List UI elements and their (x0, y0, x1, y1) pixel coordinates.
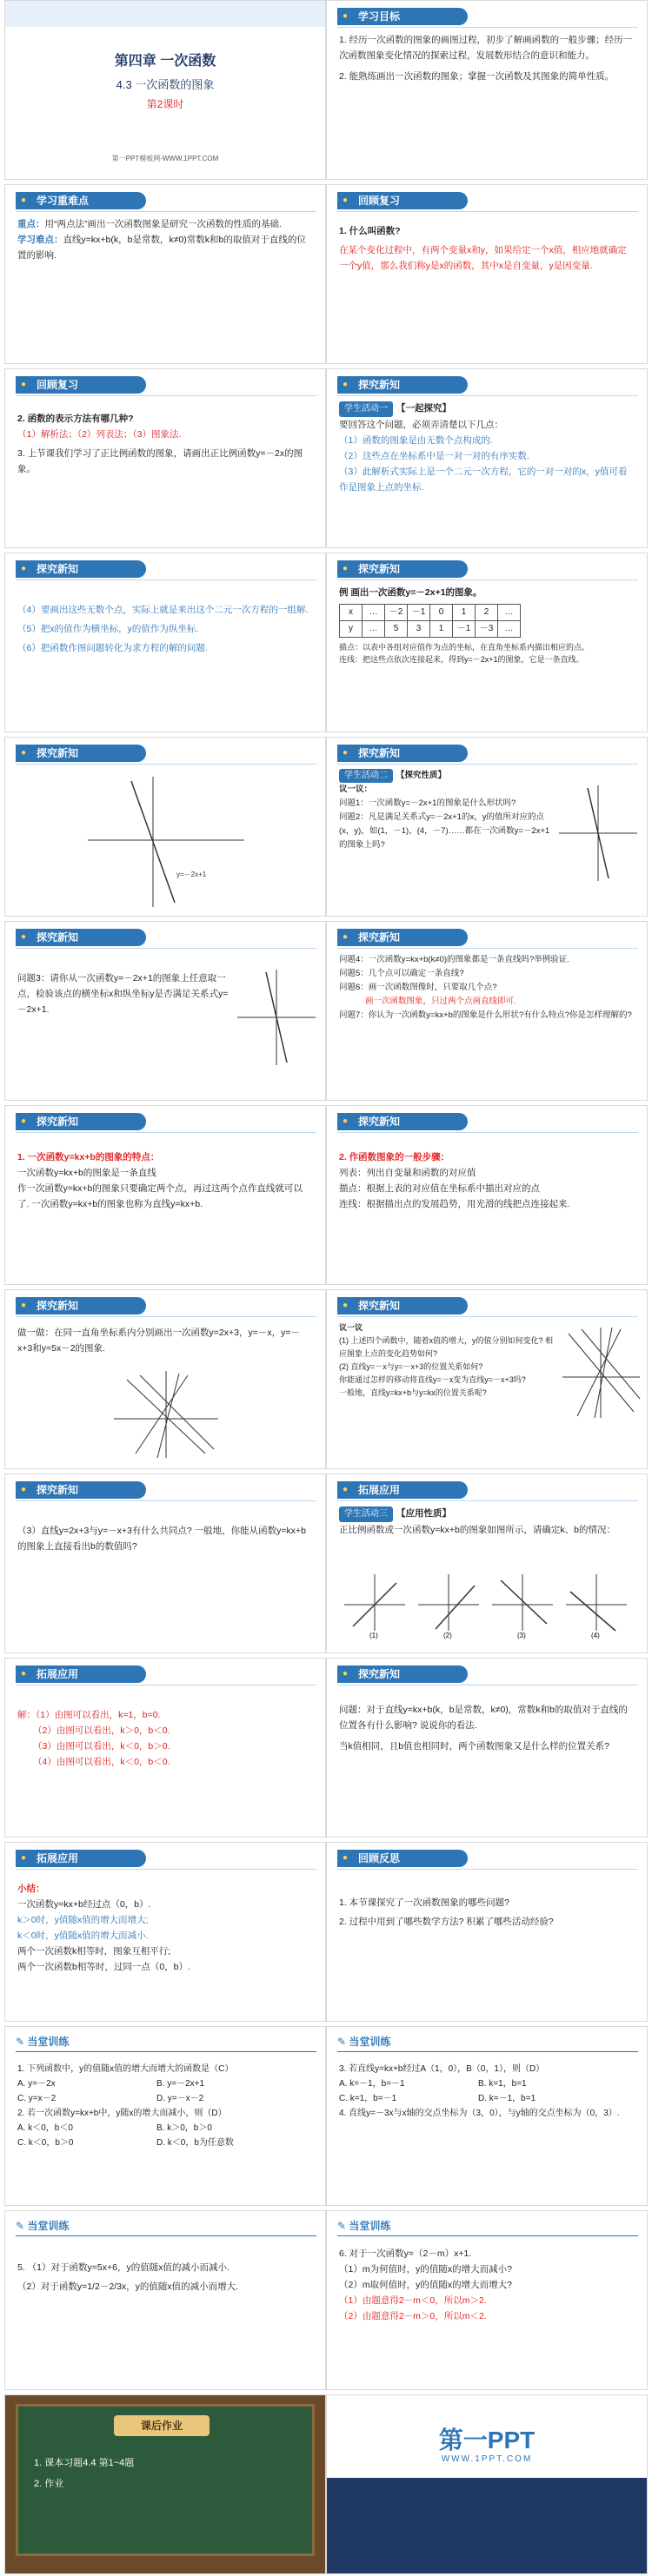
chapter-title: 第四章 一次函数 (114, 54, 216, 69)
activity-name: 【应用性质】 (396, 1508, 451, 1519)
slide-header: ● 探究新知 (337, 376, 468, 394)
slide-body (339, 585, 635, 666)
activity-name: 【一起探究】 (396, 403, 451, 414)
table-cell: －1 (408, 605, 430, 621)
divider (337, 948, 638, 949)
question-4: 问题4：一次函数y=kx+b(k≠0)的图象都是一条直线吗?举例验证. (339, 955, 569, 964)
question-6: 问题6：画一次函数图像时，只要取几个点? (339, 983, 497, 992)
divider (16, 579, 316, 580)
slide-title-banner (5, 1, 326, 27)
divider (337, 2051, 638, 2052)
point-6: （6）把函数作图问题转化为求方程的解的问题. (17, 643, 208, 653)
slide-body (339, 769, 551, 852)
slide-do-it[interactable] (4, 1289, 326, 1469)
slide-practice-1[interactable] (4, 2026, 326, 2206)
options-row (17, 2136, 313, 2150)
footer-text: 第一PPT模板网-WWW.1PPT.COM (111, 155, 219, 162)
step-2: 描点：根据上表的对应值在坐标系中描出对应的点 (339, 1183, 540, 1194)
value-table (339, 604, 521, 638)
activity-tag: 学生活动三 (339, 1507, 393, 1522)
feature-text-2: 作一次函数y=kx+b的图象只要确定两个点，再过这两个点作直线就可以了. 一次函数y=kx+b的图象也称为直线y=kx+b. (17, 1183, 303, 1209)
table-cell: 5 (385, 621, 408, 638)
slide-body (17, 1523, 313, 1554)
slide-explore-3[interactable] (4, 921, 326, 1101)
practice-q6: 6. 对于一次函数y=（2－m）x+1. (339, 2248, 472, 2259)
answer-6b: （2）由题意得2－m＞0，所以m＜2. (339, 2311, 487, 2321)
option[interactable]: A. y=－2x (17, 2079, 56, 2089)
point-2: （2）这些点在坐标系中是一对一对的有序实数. (339, 451, 529, 461)
table-row-x (340, 605, 521, 621)
practice-q2: 2. 若一次函数y=kx+b中，y随x的增大而减小，则（D） (17, 2109, 227, 2118)
graph-label: (3) (517, 1632, 526, 1639)
divider (337, 1869, 638, 1870)
slide-header: ● 拓展应用 (337, 1481, 468, 1499)
table-cell: －2 (385, 605, 408, 621)
task-text: 做一做：在同一直角坐标系内分别画出一次函数y=2x+3，y=－x，y=－x+3和y=5x－2的图象. (17, 1328, 300, 1354)
divider (337, 1132, 638, 1133)
apply-text: 正比例函数或一次函数y=kx+b的图象如图所示，请确定k、b的情况： (339, 1525, 615, 1535)
practice-q5b: （2）对于函数y=1/2－2/3x，y的值随x值的减小而增大. (17, 2281, 239, 2292)
slide-body (17, 411, 313, 477)
graph-2 (418, 1574, 479, 1639)
homework-title-box: 课后作业 (114, 2415, 210, 2436)
objective-2: 2. 能熟练画出一次函数的图象；掌握一次函数及其图象的简单性质。 (339, 71, 615, 82)
slide-header: ● 探究新知 (337, 1113, 468, 1130)
slide-explore-6[interactable] (326, 1105, 648, 1285)
slide-header: ● 探究新知 (337, 745, 468, 762)
line-3 (582, 1329, 640, 1399)
discuss-q1: (1) 上述四个函数中，随着x值的增大，y的值分别如何变化? 相应图象上点的变化趋势如何? (339, 1336, 554, 1358)
slide-review-2[interactable] (4, 368, 326, 548)
four-graphs (340, 1570, 635, 1639)
review-answer: 在某个变化过程中，有两个变量x和y，如果给定一个x值，相应地就确定一个y值，那么我们称y是x的函数，其中x是自变量，y是因变量. (339, 245, 627, 271)
reflection-1: 1. 本节课探究了一次函数图象的哪些问题? (339, 1897, 510, 1908)
option[interactable]: C. k＜0，b＞0 (17, 2138, 74, 2148)
graph-4 (566, 1574, 627, 1639)
slide-review-1[interactable] (326, 184, 648, 364)
option[interactable]: C. y=x－2 (17, 2094, 57, 2103)
slide-header: ● 回顾复习 (337, 192, 468, 209)
slide-header: ● 学习重难点 (16, 192, 146, 209)
summary-5: 两个一次函数b相等时，过同一点（0，b）. (17, 1962, 190, 1972)
small-graph (233, 965, 320, 1069)
slide-header (337, 2034, 390, 2049)
review-question: 1. 什么叫函数? (339, 226, 401, 236)
divider (337, 2235, 638, 2236)
slide-header: ● 拓展应用 (16, 1850, 146, 1867)
slide-body (339, 1895, 635, 1930)
answer-4: （4）由图可以看出，k＜0，b＜0. (33, 1757, 170, 1767)
graph-label: (1) (369, 1632, 378, 1639)
options-row (17, 2121, 313, 2136)
multi-line-graph (110, 1367, 223, 1462)
objective-1: 1. 经历一次函数的图象的画图过程，初步了解画函数的一般步骤；经历一次函数图象变化情况的探索过程，发展数形结合的意识和能力。 (339, 35, 633, 61)
summary-2: k＞0时，y值随x值的增大而增大; (17, 1915, 149, 1925)
line-4 (595, 1328, 612, 1418)
key-label: 重点： (17, 219, 45, 229)
graph-label: (2) (443, 1632, 452, 1639)
slide-header: ● 回顾反思 (337, 1850, 468, 1867)
table-cell: … (363, 621, 385, 638)
table-cell: y (340, 621, 363, 638)
slide-body (339, 2062, 635, 2121)
option[interactable]: B. y=－2x+1 (156, 2079, 205, 2089)
homework-item-2: 2. 作业 (34, 2479, 64, 2489)
slide-example[interactable] (326, 553, 648, 732)
question-2: 问题2：凡是满足关系式y=－2x+1的x，y的值所对应的点(x，y)，如(1，－1)，(4，－7)……都在一次函数y=－2x+1的图象上吗? (339, 812, 550, 850)
pencil-icon: ✎ (337, 2036, 347, 2048)
activity-title (339, 769, 551, 783)
activity-name: 【探究性质】 (396, 771, 447, 780)
divider (16, 1132, 316, 1133)
option[interactable]: B. k＞0，b＞0 (156, 2123, 212, 2133)
table-cell: －1 (453, 621, 476, 638)
divider (337, 764, 638, 765)
slide-body (339, 1149, 635, 1212)
practice-q4: 4. 直线y=－3x与x轴的交点坐标为（3，0），与y轴的交点坐标为（0，3）. (339, 2109, 620, 2118)
header-text: 当堂训练 (349, 2036, 391, 2048)
divider (16, 211, 316, 212)
option[interactable]: A. k＜0，b＜0 (17, 2123, 73, 2133)
discuss-q4: 一般地，直线y=kx+b与y=kx的位置关系呢? (339, 1388, 487, 1397)
slide-explore-7[interactable] (4, 1473, 326, 1653)
small-graph (555, 781, 642, 885)
review-question-3: 3. 上节课我们学习了正比例函数的图象，请画出正比例函数y=－2x的图象。 (17, 448, 303, 474)
divider (337, 1500, 638, 1501)
slide-header (16, 2034, 69, 2049)
chalkboard (16, 2404, 315, 2556)
practice-q5: 5. （1）对于函数y=5x+6，y的值随x值的减小而减小. (17, 2262, 230, 2273)
slide-body (339, 1321, 556, 1400)
activity-title (339, 401, 635, 417)
point-1: （1）函数的图象是由无数个点构成的. (339, 435, 493, 446)
slide-header: ● 探究新知 (16, 1113, 146, 1130)
feature-title: 1. 一次函数y=kx+b的图象的特点： (17, 1152, 160, 1162)
question-7: 问题7：你认为一次函数y=kx+b的图象是什么形状?有什么特点?你是怎样理解的? (339, 1010, 632, 1020)
example-text: 例 画出一次函数y=－2x+1的图象。 (339, 587, 482, 598)
slide-header: ● 探究新知 (16, 1481, 146, 1499)
slide-header: ● 探究新知 (337, 1665, 468, 1683)
steps-title: 2. 作函数图象的一般步骤： (339, 1152, 450, 1162)
slide-logo[interactable] (326, 2394, 648, 2574)
options-row (339, 2076, 635, 2091)
plot-description: 描点：以表中各组对应值作为点的坐标，在直角坐标系内描出相应的点。 (339, 643, 590, 652)
key-text: 用“两点法”画出一次函数图象是研究一次函数的性质的基础. (44, 219, 282, 229)
review-question-2: 2. 函数的表示方法有哪几种? (17, 414, 134, 424)
answer-1: 解：（1）由图可以看出，k=1，b=0. (17, 1710, 161, 1720)
slide-header: ● 探究新知 (337, 929, 468, 946)
multi-line-graph (560, 1325, 642, 1420)
slide-body (17, 970, 230, 1017)
question-text-1: 问题：对于直线y=kx+b(k，b是常数，k≠0)，常数k和b的取值对于直线的位置各有什么影响? 说说你的看法. (339, 1705, 628, 1731)
divider (16, 2235, 316, 2236)
slide-explore-properties[interactable] (326, 737, 648, 917)
slide-apply-answers[interactable] (4, 1658, 326, 1838)
discuss-label: 议一议 (339, 1323, 363, 1332)
slide-header: ● 学习目标 (337, 8, 468, 25)
divider (337, 395, 638, 396)
slide-practice-4[interactable] (326, 2210, 648, 2390)
coordinate-graph (79, 772, 253, 911)
slide-key-points[interactable] (4, 184, 326, 364)
question-5: 问题5：几个点可以确定一条直线? (339, 969, 464, 978)
question-text-2: 当k值相同，且b值也相同时，两个函数图象又是什么样的位置关系? (339, 1741, 609, 1752)
divider (16, 1869, 316, 1870)
answer-3: （3）由图可以看出，k＜0，b＞0. (33, 1741, 170, 1752)
graph-3 (492, 1574, 553, 1639)
option[interactable]: B. k=1，b=1 (478, 2079, 527, 2089)
slide-discuss[interactable] (326, 1289, 648, 1469)
divider (337, 1316, 638, 1317)
slide-header: ● 探究新知 (16, 929, 146, 946)
table-row-y (340, 621, 521, 638)
slide-header: ● 探究新知 (16, 745, 146, 762)
reflection-2: 2. 过程中用到了哪些数学方法? 积累了哪些活动经验? (339, 1917, 554, 1927)
slide-practice-3[interactable] (4, 2210, 326, 2390)
slide-reflection[interactable] (326, 1842, 648, 2022)
table-cell: －3 (476, 621, 498, 638)
question-text: （3）直线y=2x+3与y=－x+3有什么共同点? 一般地，你能从函数y=kx+b的图象上直接看出b的数值吗? (17, 1526, 306, 1552)
step-3: 连线：根据描出点的发展趋势，用光滑的线把点连接起来. (339, 1199, 570, 1209)
point-5: （5）把x的值作为横坐标，y的值作为纵坐标. (17, 624, 199, 634)
divider (16, 948, 316, 949)
practice-q1: 1. 下列函数中，y的值随x值的增大而增大的函数是（C） (17, 2064, 234, 2074)
discuss-label: 议一议： (339, 785, 373, 794)
slide-body (17, 602, 313, 656)
header-text: 当堂训练 (27, 2220, 70, 2232)
discuss-q2: (2) 直线y=－x与y=－x+3的位置关系如何? (339, 1362, 483, 1371)
slide-body (339, 401, 635, 495)
divider (16, 2051, 316, 2052)
review-answer-2: （1）解析法；（2）列表法；（3）图象法. (17, 429, 182, 440)
homework-item-1: 1. 课本习题4.4 第1~4题 (34, 2458, 135, 2468)
logo-text: 第一PPT (438, 2427, 536, 2453)
slide-header: ● 探究新知 (337, 560, 468, 578)
options-row (17, 2076, 313, 2091)
discuss-q3: 你能通过怎样的移动将直线y=－x变为直线y=－x+3吗? (339, 1375, 526, 1384)
slide-body (17, 1149, 313, 1212)
pencil-icon: ✎ (16, 2036, 25, 2048)
slide-body (17, 1325, 313, 1356)
slide-body (339, 223, 635, 274)
slide-header: ● 探究新知 (16, 560, 146, 578)
option[interactable]: A. k=－1，b=－1 (339, 2079, 405, 2089)
activity-tag: 学生活动二 (339, 769, 393, 783)
table-cell: … (363, 605, 385, 621)
divider (16, 1500, 316, 1501)
slide-header (16, 2218, 69, 2233)
summary-3: k＜0时，y值随x值的增大而减小. (17, 1930, 149, 1941)
slide-header: ● 探究新知 (337, 1297, 468, 1314)
divider (337, 579, 638, 580)
answer-2: （2）由图可以看出，k＞0，b＜0. (33, 1725, 170, 1736)
difficult-text: 直线y=kx+b(k，b是常数，k≠0)常数k和b的取值对于直线的位置的影响. (17, 235, 306, 261)
answer-6a: （1）由题意得2－m＜0，所以m＞2. (339, 2295, 487, 2306)
header-text: 当堂训练 (27, 2036, 70, 2048)
logo-url: WWW.1PPT.COM (441, 2454, 533, 2464)
connect-description: 连线：把这些点依次连接起来，得到y=－2x+1的图象，它是一条直线。 (339, 655, 584, 664)
activity-tag: 学生活动一 (339, 401, 393, 417)
slide-header: ● 拓展应用 (16, 1665, 146, 1683)
graph-1 (344, 1574, 405, 1639)
question-1: 问题1：一次函数y=－2x+1的图象是什么形状吗? (339, 798, 516, 808)
intro-text: 要回答这个问题，必须弄清楚以下几点： (339, 420, 503, 430)
key-point (17, 216, 313, 232)
slide-body (339, 1702, 635, 1754)
line-3 (140, 1375, 214, 1449)
lesson-title: 第2课时 (146, 98, 184, 110)
practice-q6a: （1）m为何值时，y的值随x的增大而减小? (339, 2264, 512, 2275)
table-cell: 1 (430, 621, 453, 638)
slide-objectives[interactable] (326, 0, 648, 180)
table-cell: 0 (430, 605, 453, 621)
table-cell: 2 (476, 605, 498, 621)
difficult-point (17, 232, 313, 263)
slide-header (337, 2218, 390, 2233)
slide-header: ● 回顾复习 (16, 376, 146, 394)
divider (16, 764, 316, 765)
header-text: 当堂训练 (349, 2220, 391, 2232)
slide-body (339, 953, 635, 1023)
feature-text-1: 一次函数y=kx+b的图象是一条直线 (17, 1168, 156, 1178)
divider (337, 211, 638, 212)
slide-practice-2[interactable] (326, 2026, 648, 2206)
slide-header: ● 探究新知 (16, 1297, 146, 1314)
slide-body (339, 1506, 635, 1538)
slide-body (17, 216, 313, 263)
divider (16, 395, 316, 396)
pencil-icon: ✎ (16, 2220, 25, 2232)
slide-body (17, 2062, 313, 2150)
slide-body (17, 1707, 313, 1770)
divider (16, 1316, 316, 1317)
table-cell: 3 (408, 621, 430, 638)
option[interactable]: C. k=1，b=－1 (339, 2094, 397, 2103)
slide-explore-1[interactable] (326, 368, 648, 548)
table-cell: x (340, 605, 363, 621)
slide-summary[interactable] (4, 1842, 326, 2022)
footer-banner (327, 2478, 647, 2574)
practice-q3: 3. 若直线y=kx+b经过A（1，0），B（0，1），则（D） (339, 2064, 545, 2074)
divider (337, 27, 638, 28)
slide-explore-8[interactable] (326, 1658, 648, 1838)
graph-label: (4) (591, 1632, 600, 1639)
options-row (17, 2091, 313, 2106)
answer-6: 画一次函数图象，只过两个点画直线即可. (365, 997, 516, 1006)
difficult-label: 学习难点： (17, 235, 63, 245)
slide-body (17, 2260, 313, 2295)
section-title: 4.3 一次函数的图象 (116, 78, 215, 91)
summary-4: 两个一次函数k相等时，图象互相平行; (17, 1946, 171, 1957)
slide-body (339, 2246, 635, 2324)
graph-label: y=－2x+1 (176, 871, 207, 878)
summary-title: 小结： (17, 1884, 45, 1894)
option[interactable]: D. k＜0，b为任意数 (156, 2138, 234, 2148)
slide-body (339, 32, 635, 84)
table-cell: … (498, 605, 521, 621)
option[interactable]: D. y=－x－2 (156, 2094, 204, 2103)
line-1 (577, 1329, 621, 1416)
options-row (339, 2091, 635, 2106)
table-cell: … (498, 621, 521, 638)
slide-apply[interactable] (326, 1473, 648, 1653)
table-cell: 1 (453, 605, 476, 621)
activity-title (339, 1506, 635, 1522)
point-3: （3）此解析式实际上是一个二元一次方程，它的一对一对的x，y值可看作是图象上点的坐标. (339, 467, 628, 493)
practice-q6b: （2）m取何值时，y的值随x的增大而增大? (339, 2280, 512, 2290)
step-1: 列表：列出自变量和函数的对应值 (339, 1168, 476, 1178)
slide-homework[interactable] (4, 2394, 326, 2574)
slide-graph[interactable] (4, 737, 326, 917)
summary-1: 一次函数y=kx+b经过点（0，b）. (17, 1899, 151, 1910)
point-4: （4）要画出这些无数个点，实际上就是来出这个二元一次方程的一组解. (17, 605, 309, 615)
question-3: 问题3：请你从一次函数y=－2x+1的图象上任意取一点，检验该点的横坐标x和纵坐标y是否满足关系式y=－2x+1. (17, 973, 229, 1015)
slide-title[interactable] (4, 0, 326, 180)
pencil-icon: ✎ (337, 2220, 347, 2232)
slide-explore-5[interactable] (4, 1105, 326, 1285)
slide-explore-2[interactable] (4, 553, 326, 732)
option[interactable]: D. k=－1，b=1 (478, 2094, 536, 2103)
slide-body (17, 1881, 313, 1975)
slide-explore-4[interactable] (326, 921, 648, 1101)
